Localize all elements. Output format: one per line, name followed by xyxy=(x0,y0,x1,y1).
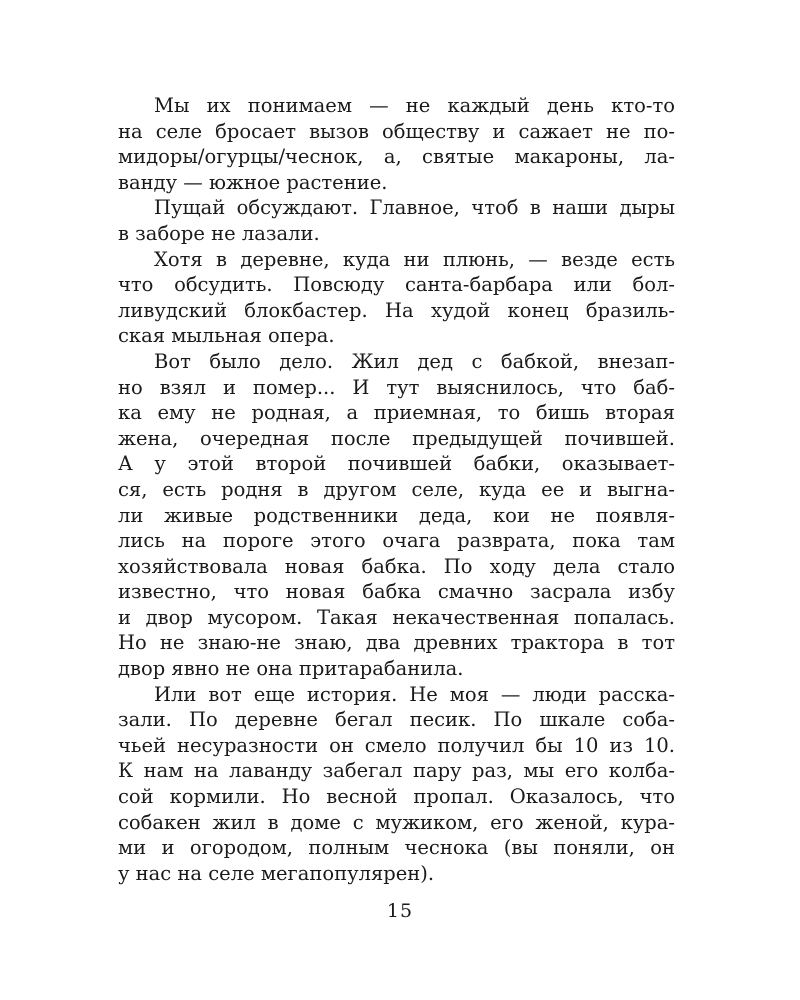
text-line: лись на пороге этого очага разврата, пока там xyxy=(118,529,675,553)
text-line: жена, очередная после предыдущей почившей. xyxy=(118,426,675,450)
text-line: зали. По деревне бегал песик. По шкале соба- xyxy=(118,708,675,732)
text-line: ся, есть родня в другом селе, куда ее и выгна- xyxy=(118,477,675,501)
text-line: Пущай обсуждают. Главное, чтоб в наши дыры xyxy=(154,196,675,220)
paragraph xyxy=(118,247,675,349)
text-line: известно, что новая бабка смачно засрала избу xyxy=(118,580,675,604)
text-line: К нам на лаванду забегал пару раз, мы его колба- xyxy=(118,759,675,783)
text-line: Хотя в деревне, куда ни плюнь, — везде есть xyxy=(154,247,675,271)
text-line: но взял и помер... И тут выяснилось, что баб- xyxy=(118,375,675,399)
text-line: Мы их понимаем — не каждый день кто-то xyxy=(154,94,675,117)
text-line: ли живые родственники деда, кои не появля- xyxy=(118,503,675,527)
paragraph xyxy=(118,682,675,887)
text-line: ливудский блокбастер. На худой конец бразиль- xyxy=(118,298,675,322)
text-line: ми и огородом, полным чеснока (вы поняли, он xyxy=(118,836,675,860)
text-line: Но не знаю-не знаю, два древних трактора в тот xyxy=(118,631,675,655)
text-line: сой кормили. Но весной пропал. Оказалось, что xyxy=(118,785,675,809)
text-line: мидоры/огурцы/чеснок, а, святые макароны, ла- xyxy=(118,145,675,169)
text-line: чьей несуразности он смело получил бы 10 из 10. xyxy=(118,733,675,757)
text-line: собакен жил в доме с мужиком, его женой, кура- xyxy=(118,810,675,834)
text-line: ванду — южное растение. xyxy=(118,170,388,194)
text-line: А у этой второй почившей бабки, оказывает- xyxy=(118,452,675,476)
paragraph xyxy=(118,93,675,195)
text-line: в заборе не лазали. xyxy=(118,221,320,245)
page-number: 15 xyxy=(386,900,414,922)
text-line: двор явно не она притарабанила. xyxy=(118,657,464,681)
paragraph xyxy=(118,195,675,246)
text-line: и двор мусором. Такая некачественная попалась. xyxy=(118,605,675,629)
text-line: ская мыльная опера. xyxy=(118,324,335,348)
text-line: Вот было дело. Жил дед с бабкой, внезап- xyxy=(154,349,675,373)
text-line: хозяйствовала новая бабка. По ходу дела стало xyxy=(118,554,675,578)
text-line: на селе бросает вызов обществу и сажает не по- xyxy=(118,119,675,143)
text-line: Или вот еще история. Не моя — люди расска- xyxy=(154,682,675,706)
body-text xyxy=(118,93,675,886)
paragraph xyxy=(118,349,675,682)
text-line: ка ему не родная, а приемная, то бишь вторая xyxy=(118,401,675,425)
text-line: что обсудить. Повсюду санта-барбара или бол- xyxy=(118,273,675,297)
text-line: у нас на селе мегапопулярен). xyxy=(118,861,435,885)
